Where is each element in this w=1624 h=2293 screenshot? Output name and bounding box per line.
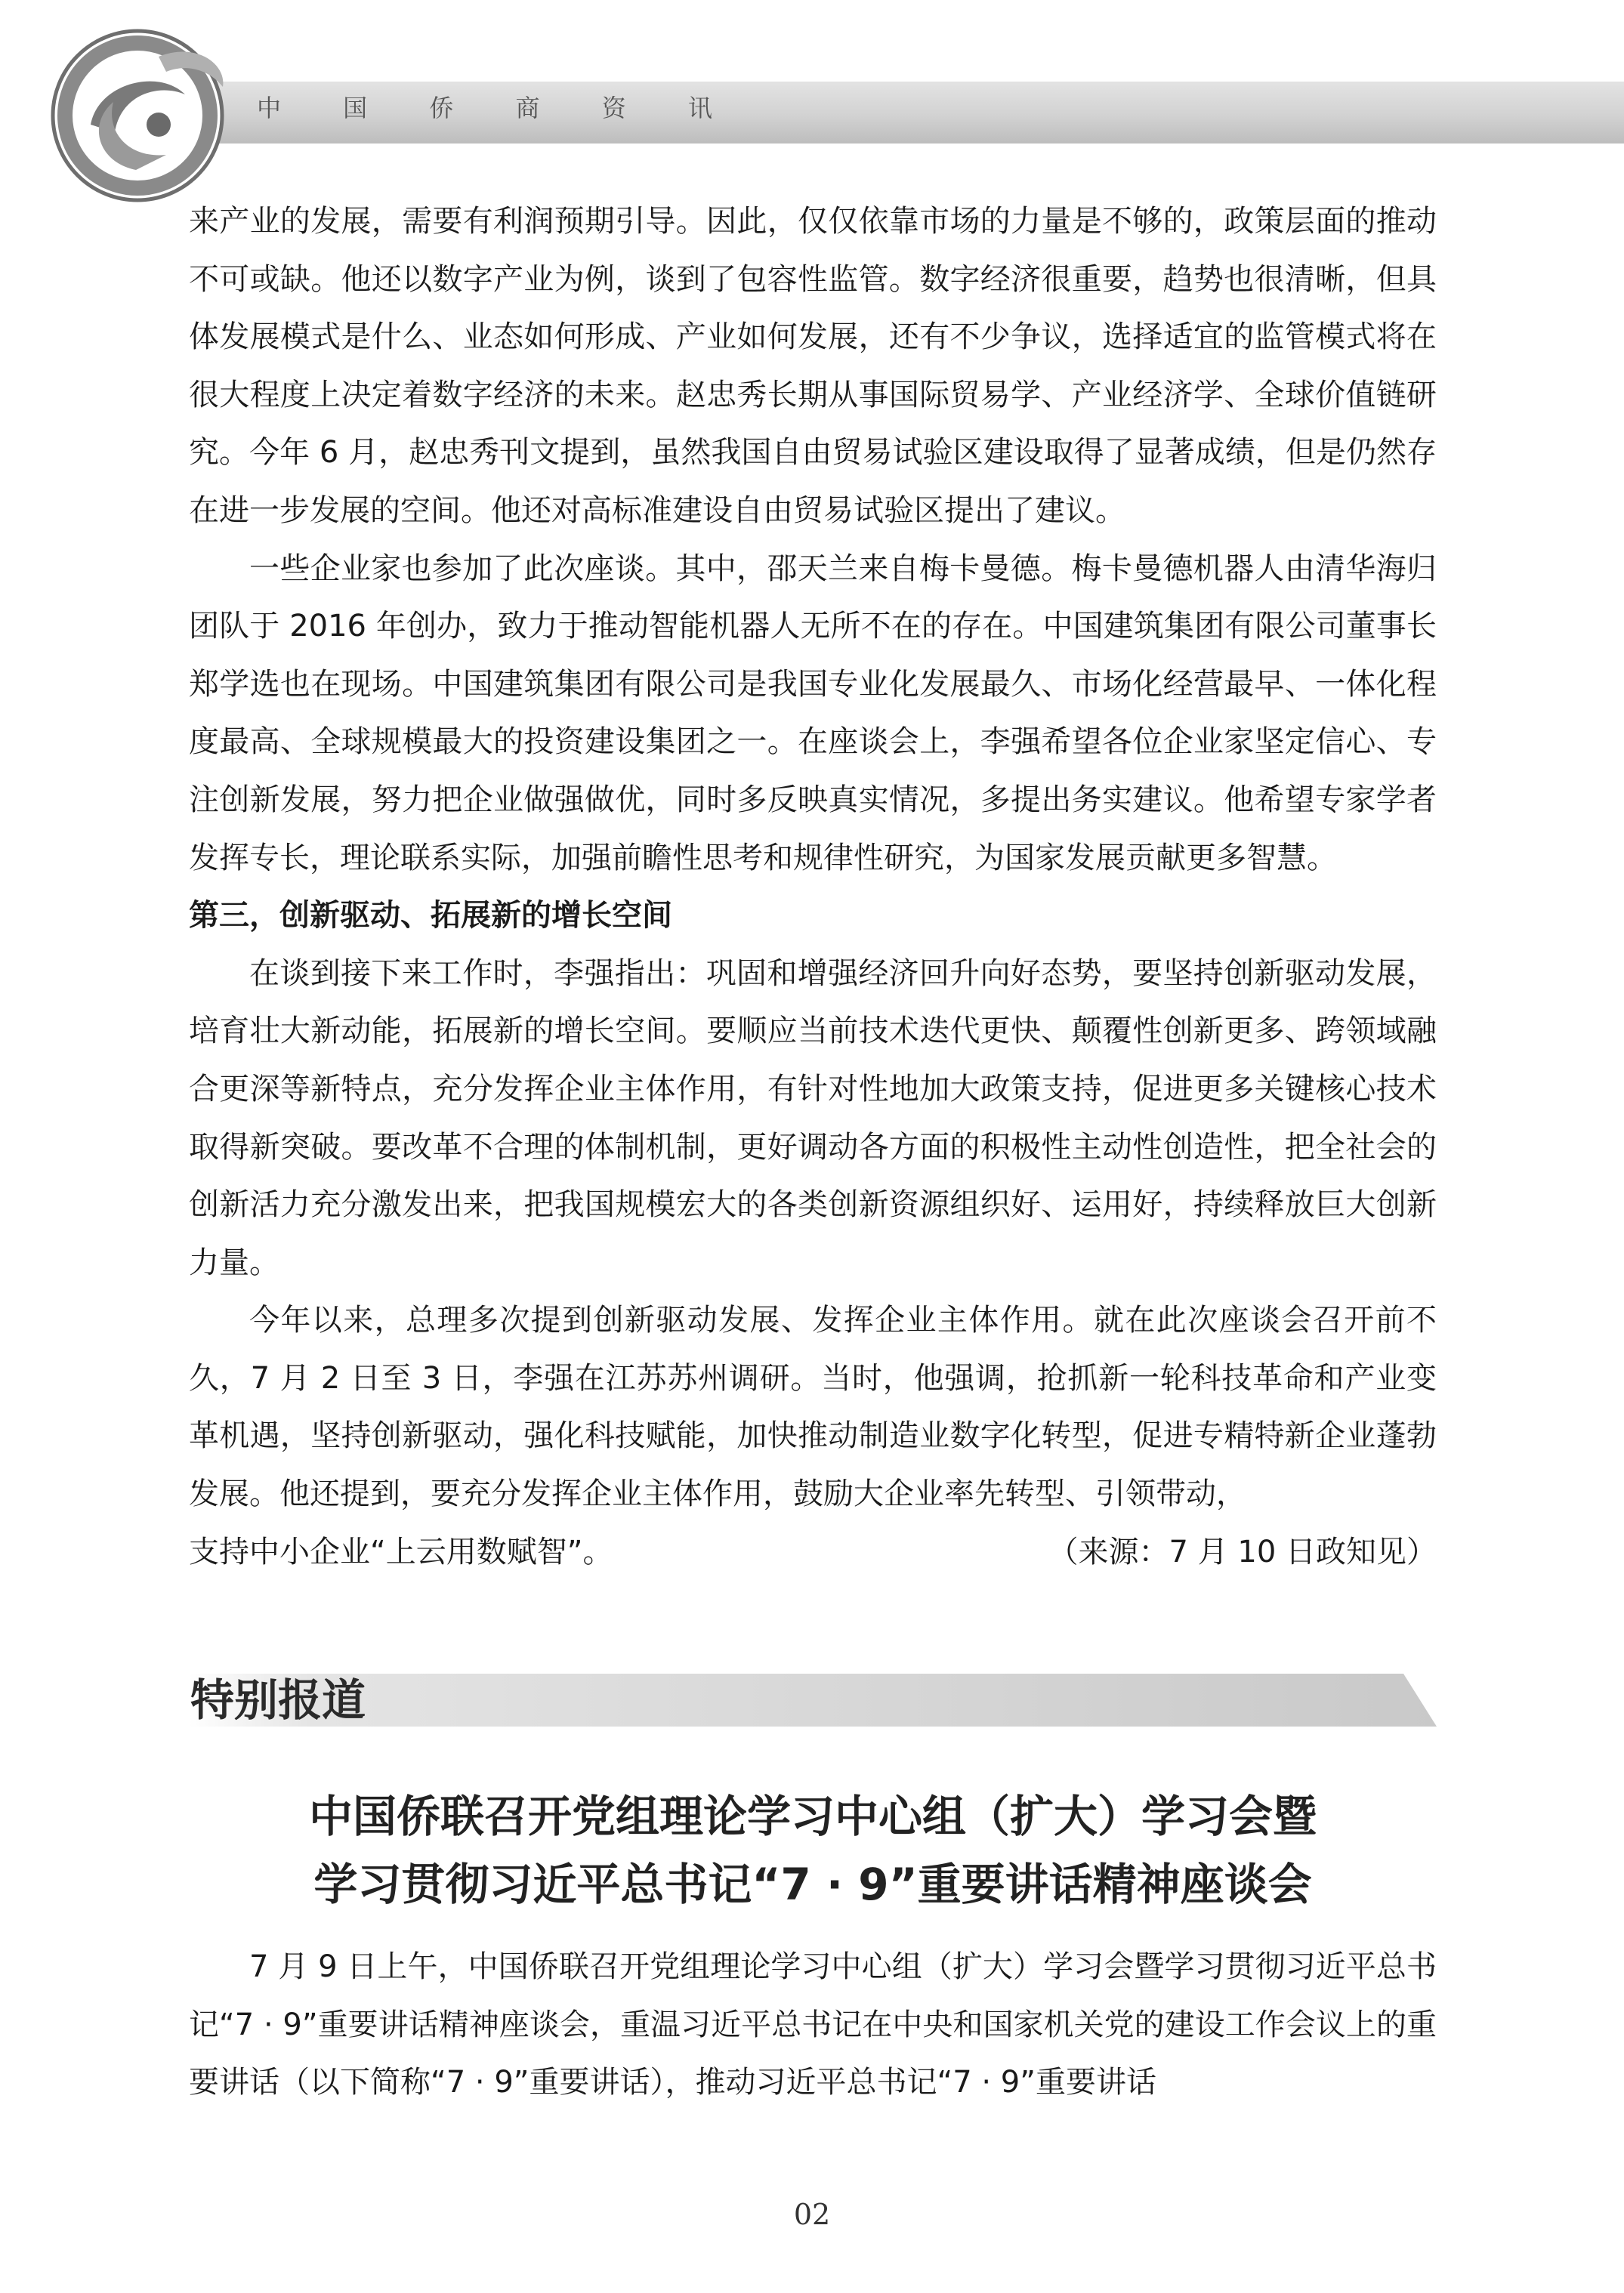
paragraph-2: 一些企业家也参加了此次座谈。其中，邵天兰来自梅卡曼德。梅卡曼德机器人由清华海归团队于 2016 年创办，致力于推动智能机器人无所不在的存在。中国建筑集团有限公司董事长郑学选也在现场。中国建筑集团有限公司是我国专业化发展最久、市场化经营最早、一体化程度最高、全球规模最大的投资建设集团之一。在座谈会上，李强希望各位企业家坚定信心、专注创新发展，努力把企业做强做优，同时多反映真实情况，多提出务实建议。他希望专家学者发挥专长，理论联系实际，加强前瞻性思考和规律性研究，为国家发展贡献更多智慧。 (189, 551, 1437, 875)
sub-heading: 第三，创新驱动、拓展新的增长空间 (189, 898, 672, 934)
logo-emblem (45, 11, 242, 208)
paragraph-1: 来产业的发展，需要有利润预期引导。因此，仅仅依靠市场的力量是不够的，政策层面的推动不可或缺。他还以数字产业为例，谈到了包容性监管。数字经济很重要，趋势也很清晰，但具体发展模式是什么、业态如何形成、产业如何发展，还有不少争议，选择适宜的监管模式将在很大程度上决定着数字经济的未来。赵忠秀长期从事国际贸易学、产业经济学、全球价值链研究。今年 6 月，赵忠秀刊文提到，虽然我国自由贸易试验区建设取得了显著成绩，但是仍然存在进一步发展的空间。他还对高标准建设自由贸易试验区提出了建议。 (189, 204, 1437, 528)
article-paragraph-1: 7 月 9 日上午，中国侨联召开党组理论学习中心组（扩大）学习会暨学习贯彻习近平总书记“7 · 9”重要讲话精神座谈会，重温习近平总书记在中央和国家机关党的建设工作会议上的重要讲话（以下简称“7 · 9”重要讲话），推动习近平总书记“7 · 9”重要讲话 (189, 1949, 1437, 2100)
article-body-lower (189, 1938, 1437, 2112)
article-title-line-2: 学习贯彻习近平总书记“7 · 9”重要讲话精神座谈会 (313, 1859, 1312, 1910)
source-citation: （来源：7 月 10 日政知见） (1048, 1534, 1437, 1569)
article-title (189, 1782, 1437, 1918)
section-title: 特别报道 (190, 1674, 366, 1726)
article-body-upper (189, 193, 1437, 1581)
section-band (189, 1674, 1437, 1727)
paragraph-4-last-line: 支持中小企业“上云用数赋智”。 (189, 1534, 613, 1569)
paragraph-3: 在谈到接下来工作时，李强指出：巩固和增强经济回升向好态势，要坚持创新驱动发展，培育壮大新动能，拓展新的增长空间。要顺应当前技术迭代更快、颠覆性创新更多、跨领域融合更深等新特点，充分发挥企业主体作用，有针对性地加大政策支持，促进更多关键核心技术取得新突破。要改革不合理的体制机制，更好调动各方面的积极性主动性创造性，把全社会的创新活力充分激发出来，把我国规模宏大的各类创新资源组织好、运用好，持续释放巨大创新力量。 (189, 955, 1437, 1280)
header-title: 中 国 侨 商 资 讯 (257, 94, 739, 122)
article-title-line-1: 中国侨联召开党组理论学习中心组（扩大）学习会暨 (308, 1791, 1317, 1842)
paragraph-4: 今年以来，总理多次提到创新驱动发展、发挥企业主体作用。就在此次座谈会召开前不久，7 月 2 日至 3 日，李强在江苏苏州调研。当时，他强调，抢抓新一轮科技革命和产业变革机遇，坚持创新驱动，强化科技赋能，加快推动制造业数字化转型，促进专精特新企业蓬勃发展。他还提到，要充分发挥企业主体作用，鼓励大企业率先转型、引领带动， (189, 1303, 1437, 1512)
source-line (189, 1523, 1437, 1582)
page-number: 02 (793, 2198, 831, 2231)
